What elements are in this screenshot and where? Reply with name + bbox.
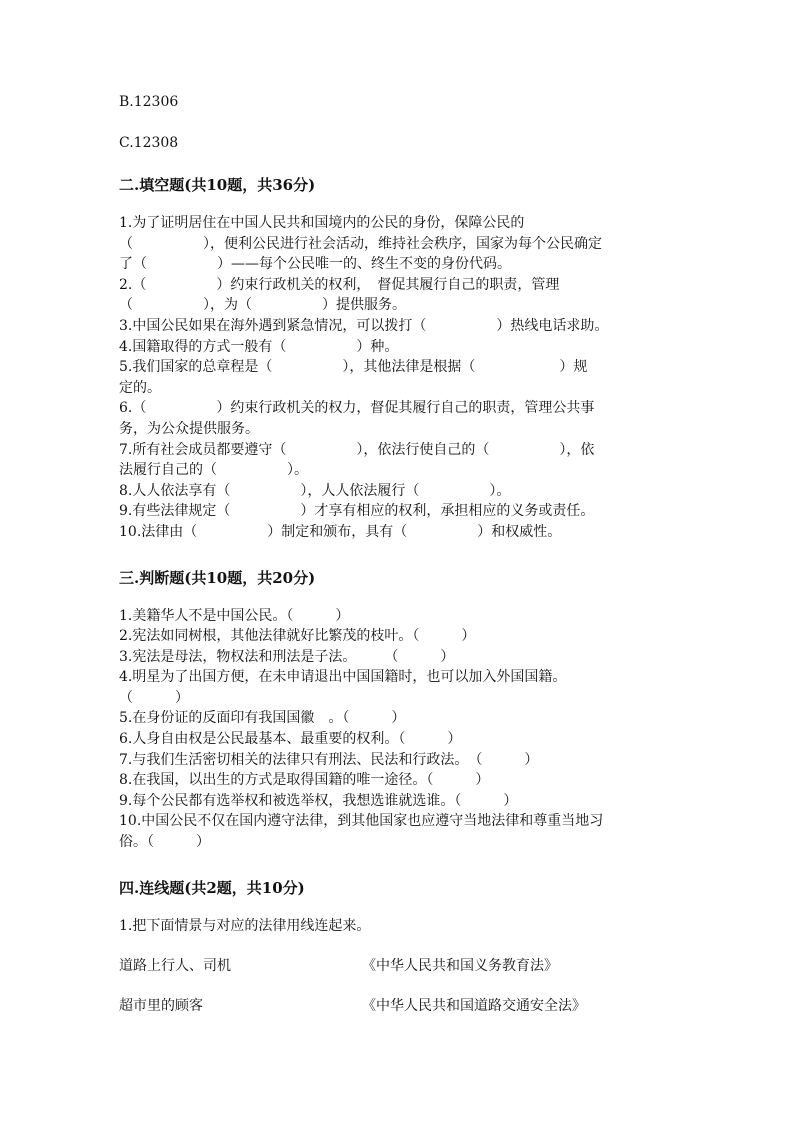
law-label: 《中华人民共和国义务教育法》 [362,957,558,974]
question-line: 10.中国公民不仅在国内遵守法律，到其他国家也应遵守当地法律和尊重当地习 [119,813,604,830]
question-line: 7.与我们生活密切相关的法律只有刑法、民法和行政法。 （ ） [119,751,539,768]
document-page [119,92,679,1036]
question-line: 1.为了证明居住在中国人民共和国境内的公民的身份，保障公民的 [119,215,525,231]
question-line: 了（ ）——每个公民唯一的、终生不变的身份代码。 [119,256,511,273]
option-b: B.12306 [119,94,179,110]
section-heading-fill-blank: 二.填空题(共10题，共36分) [119,176,316,194]
question-line: 9.每个公民都有选举权和被选举权，我想选谁就选谁。（ ） [119,792,518,809]
question-line: 8.人人依法享有（ ），人人依法履行（ ）。 [119,482,511,499]
question-line: 8.在我国，以出生的方式是取得国籍的唯一途径。（ ） [119,772,490,789]
question-line: 6.人身自由权是公民最基本、最重要的权利。（ ） [119,731,462,748]
option-c: C.12308 [119,135,179,151]
section-heading-matching: 四.连线题(共2题，共10分) [119,878,305,897]
question-line: 9.有些法律规定（ ）才享有相应的权利，承担相应的义务或责任。 [119,503,595,520]
question-line: （ ） [119,689,189,706]
question-line: 6.（ ）约束行政机关的权力，督促其履行自己的职责，管理公共事 [119,400,595,417]
question-line: 3.中国公民如果在海外遇到紧急情况，可以拨打（ ）热线电话求助。 [119,317,609,334]
question-line: 2.（ ）约束行政机关的权利， 督促其履行自己的职责，管理 [119,276,560,293]
matching-question: 1.把下面情景与对应的法律用线连起来。 [119,917,371,934]
question-line: 定的。 [119,379,161,396]
question-line: 法履行自己的（ ）。 [119,462,308,479]
scenario-label: 超市里的顾客 [119,997,203,1014]
question-line: 俗。（ ） [119,834,210,851]
question-line: 7.所有社会成员都要遵守（ ），依法行使自己的（ ），依 [119,441,595,458]
question-line: 5.在身份证的反面印有我国国徽 。（ ） [119,710,406,727]
matching-row [119,996,679,1016]
section-heading-true-false: 三.判断题(共10题，共20分) [119,568,316,587]
question-line: （ ），为（ ）提供服务。 [119,297,406,314]
question-line: 3.宪法是母法，物权法和刑法是子法。 （ ） [119,648,455,665]
scenario-label: 道路上行人、司机 [119,957,231,974]
matching-row [119,956,679,976]
question-line: （ ），便利公民进行社会活动，维持社会秩序，国家为每个公民确定 [119,235,602,252]
question-line: 4.明星为了出国方便，在未申请退出中国国籍时，也可以加入外国国籍。 [119,669,567,686]
question-line: 务，为公众提供服务。 [119,420,259,437]
true-false-questions [119,606,679,853]
question-line: 4.国籍取得的方式一般有（ ）种。 [119,338,399,355]
question-line: 1.美籍华人不是中国公民。（ ） [119,607,350,624]
question-line: 10.法律由（ ）制定和颁布，具有（ ）和权威性。 [119,523,562,540]
law-label: 《中华人民共和国道路交通安全法》 [362,997,586,1014]
question-line: 2.宪法如同树根，其他法律就好比繁茂的枝叶。（ ） [119,628,476,645]
question-line: 5.我们国家的总章程是（ ），其他法律是根据（ ）规 [119,359,588,376]
fill-blank-questions [119,213,679,543]
